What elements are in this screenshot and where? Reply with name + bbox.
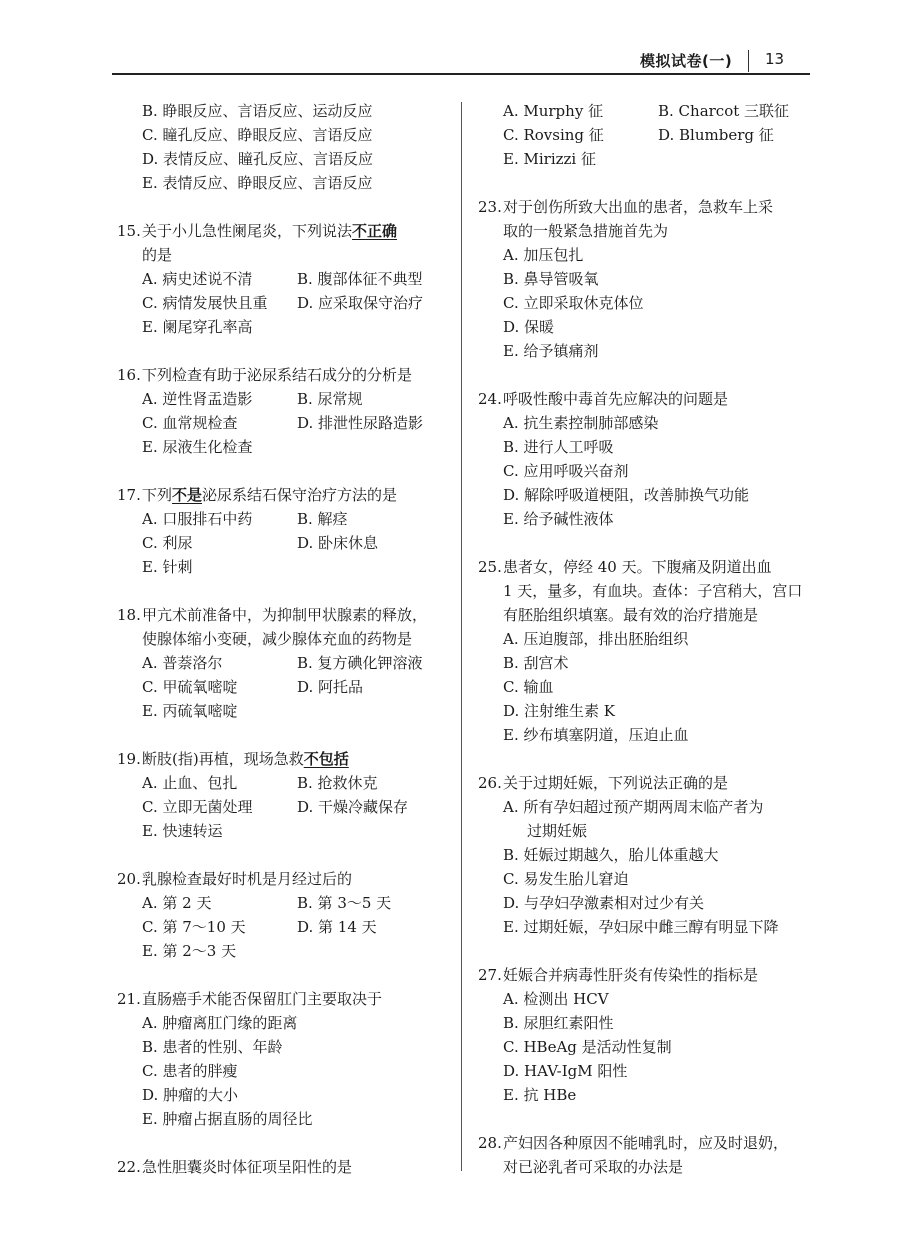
question-number: 15. (117, 222, 141, 240)
option-e: E. 丙硫氧嘧啶 (142, 702, 238, 720)
stem-text: 乳腺检查最好时机是月经过后的 (142, 870, 353, 888)
stem-continuation: 使腺体缩小变硬，减少腺体充血的药物是 (142, 630, 413, 648)
header-rule (112, 73, 810, 75)
option-c: C. 甲硫氧嘧啶 (142, 678, 238, 696)
stem-continuation: 取的一般紧急措施首先为 (503, 222, 669, 240)
option-d: D. 阿托品 (297, 678, 364, 696)
emphasis-text: 不是 (172, 486, 203, 504)
option-e: E. 快速转运 (142, 822, 223, 840)
stem-text: 急性胆囊炎时体征项呈阳性的是 (142, 1158, 353, 1176)
option-e: E. 阑尾穿孔率高 (142, 318, 253, 336)
option-d: D. 应采取保守治疗 (297, 294, 424, 312)
option-c: C. 第 7～10 天 (142, 918, 246, 936)
option-b: B. 睁眼反应、言语反应、运动反应 (142, 102, 373, 120)
stem-text: 关于小儿急性阑尾炎，下列说法 (142, 222, 353, 240)
stem-text: 下列 (142, 486, 173, 504)
option-c: C. 立即无菌处理 (142, 798, 253, 816)
option-c: C. 立即采取休克体位 (503, 294, 644, 312)
option-d: D. 解除呼吸道梗阻，改善肺换气功能 (503, 486, 750, 504)
option-e: E. 给予镇痛剂 (503, 342, 599, 360)
stem-text: 产妇因各种原因不能哺乳时，应及时退奶， (503, 1134, 789, 1152)
question-15 (117, 219, 452, 339)
option-e: E. 针刺 (142, 558, 193, 576)
question-number: 16. (117, 366, 141, 384)
question-27 (478, 963, 823, 1107)
question-number: 24. (478, 390, 502, 408)
stem-continuation: 对已泌乳者可采取的办法是 (503, 1158, 684, 1176)
option-e: E. 尿液生化检查 (142, 438, 253, 456)
option-b: B. Charcot 三联征 (658, 102, 790, 120)
option-e: E. 抗 HBe (503, 1086, 577, 1104)
question-22-options (478, 99, 823, 171)
option-c: C. 患者的胖瘦 (142, 1062, 238, 1080)
option-b: B. 抢救休克 (297, 774, 378, 792)
question-24 (478, 387, 823, 531)
option-a: A. 肿瘤离肛门缘的距离 (142, 1014, 298, 1032)
option-e: E. 给予碱性液体 (503, 510, 614, 528)
question-number: 20. (117, 870, 141, 888)
option-a: A. 第 2 天 (142, 894, 212, 912)
emphasis-text: 不包括 (303, 750, 349, 768)
stem-text: 患者女，停经 40 天。下腹痛及阴道出血 (503, 558, 772, 576)
option-a: A. 抗生素控制肺部感染 (503, 414, 659, 432)
option-a-continuation: 过期妊娠 (527, 822, 588, 840)
option-d: D. HAV-IgM 阳性 (503, 1062, 628, 1080)
left-column (117, 99, 452, 1179)
page-number: 13 (765, 50, 785, 68)
option-a: A. 逆性肾盂造影 (142, 390, 253, 408)
stem-text: 断肢(指)再植，现场急救 (142, 750, 304, 768)
option-a: A. 检测出 HCV (503, 990, 609, 1008)
option-b: B. 解痉 (297, 510, 348, 528)
option-a: A. 压迫腹部，排出胚胎组织 (503, 630, 689, 648)
option-a: A. Murphy 征 (503, 102, 604, 120)
option-c: C. 易发生胎儿窘迫 (503, 870, 629, 888)
option-d: D. 卧床休息 (297, 534, 379, 552)
option-a: A. 所有孕妇超过预产期两周末临产者为 (503, 798, 764, 816)
option-d: D. 干燥冷藏保存 (297, 798, 409, 816)
question-number: 26. (478, 774, 502, 792)
option-e: E. Mirizzi 征 (503, 150, 596, 168)
stem-text: 对于创伤所致大出血的患者，急救车上采 (503, 198, 774, 216)
question-number: 25. (478, 558, 502, 576)
question-number: 17. (117, 486, 141, 504)
option-c: C. 病情发展快且重 (142, 294, 268, 312)
option-d: D. 第 14 天 (297, 918, 377, 936)
question-number: 18. (117, 606, 141, 624)
question-number: 22. (117, 1158, 141, 1176)
option-b: B. 第 3～5 天 (297, 894, 392, 912)
option-b: B. 进行人工呼吸 (503, 438, 614, 456)
question-25 (478, 555, 823, 747)
question-26 (478, 771, 823, 939)
option-e: E. 纱布填塞阴道，压迫止血 (503, 726, 689, 744)
option-c: C. HBeAg 是活动性复制 (503, 1038, 672, 1056)
option-a: A. 病史述说不清 (142, 270, 253, 288)
option-a: A. 口服排石中药 (142, 510, 253, 528)
option-d: D. 保暖 (503, 318, 555, 336)
option-c: C. 血常规检查 (142, 414, 238, 432)
running-header-title: 模拟试卷(一) (640, 52, 733, 70)
stem-text: 呼吸性酸中毒首先应解决的问题是 (503, 390, 729, 408)
option-e: E. 过期妊娠，孕妇尿中雌三醇有明显下降 (503, 918, 779, 936)
stem-text: 泌尿系结石保守治疗方法的是 (202, 486, 398, 504)
option-c: C. 输血 (503, 678, 554, 696)
option-d: D. 表情反应、瞳孔反应、言语反应 (142, 150, 374, 168)
question-17 (117, 483, 452, 579)
question-19 (117, 747, 452, 843)
option-a: A. 加压包扎 (503, 246, 584, 264)
option-b: B. 尿常规 (297, 390, 363, 408)
stem-continuation: 1 天，量多，有血块。查体：子宫稍大，宫口 (503, 582, 803, 600)
option-e: E. 表情反应、睁眼反应、言语反应 (142, 174, 373, 192)
question-number: 19. (117, 750, 141, 768)
question-20 (117, 867, 452, 963)
question-number: 27. (478, 966, 502, 984)
option-d: D. 肿瘤的大小 (142, 1086, 239, 1104)
stem-text: 关于过期妊娠，下列说法正确的是 (503, 774, 729, 792)
option-d: D. Blumberg 征 (658, 126, 774, 144)
question-22 (117, 1155, 452, 1179)
option-d: D. 排泄性尿路造影 (297, 414, 424, 432)
stem-text: 妊娠合并病毒性肝炎有传染性的指标是 (503, 966, 759, 984)
right-column (478, 99, 823, 1179)
question-16 (117, 363, 452, 459)
option-a: A. 普萘洛尔 (142, 654, 223, 672)
option-c: C. 瞳孔反应、睁眼反应、言语反应 (142, 126, 373, 144)
option-b: B. 鼻导管吸氧 (503, 270, 599, 288)
question-number: 23. (478, 198, 502, 216)
stem-text: 直肠癌手术能否保留肛门主要取决于 (142, 990, 383, 1008)
option-a: A. 止血、包扎 (142, 774, 238, 792)
option-e: E. 第 2～3 天 (142, 942, 237, 960)
stem-continuation: 有胚胎组织填塞。最有效的治疗措施是 (503, 606, 759, 624)
column-divider (461, 102, 462, 1171)
stem-text: 甲亢术前准备中，为抑制甲状腺素的释放， (142, 606, 428, 624)
stem-continuation: 的是 (142, 246, 173, 264)
stem-text: 下列检查有助于泌尿系结石成分的分析是 (142, 366, 413, 384)
option-b: B. 刮宫术 (503, 654, 569, 672)
option-b: B. 妊娠过期越久，胎儿体重越大 (503, 846, 719, 864)
question-21 (117, 987, 452, 1131)
question-14-tail (117, 99, 452, 195)
option-d: D. 注射维生素 K (503, 702, 616, 720)
question-number: 28. (478, 1134, 502, 1152)
option-b: B. 患者的性别、年龄 (142, 1038, 283, 1056)
option-e: E. 肿瘤占据直肠的周径比 (142, 1110, 313, 1128)
question-23 (478, 195, 823, 363)
option-d: D. 与孕妇孕激素相对过少有关 (503, 894, 705, 912)
option-b: B. 腹部体征不典型 (297, 270, 423, 288)
question-28 (478, 1131, 823, 1179)
emphasis-text: 不正确 (352, 222, 398, 240)
option-b: B. 复方碘化钾溶液 (297, 654, 423, 672)
option-b: B. 尿胆红素阳性 (503, 1014, 614, 1032)
option-c: C. Rovsing 征 (503, 126, 604, 144)
question-18 (117, 603, 452, 723)
option-c: C. 应用呼吸兴奋剂 (503, 462, 629, 480)
question-stem (117, 219, 452, 243)
question-number: 21. (117, 990, 141, 1008)
option-c: C. 利尿 (142, 534, 193, 552)
header-separator (748, 50, 749, 72)
